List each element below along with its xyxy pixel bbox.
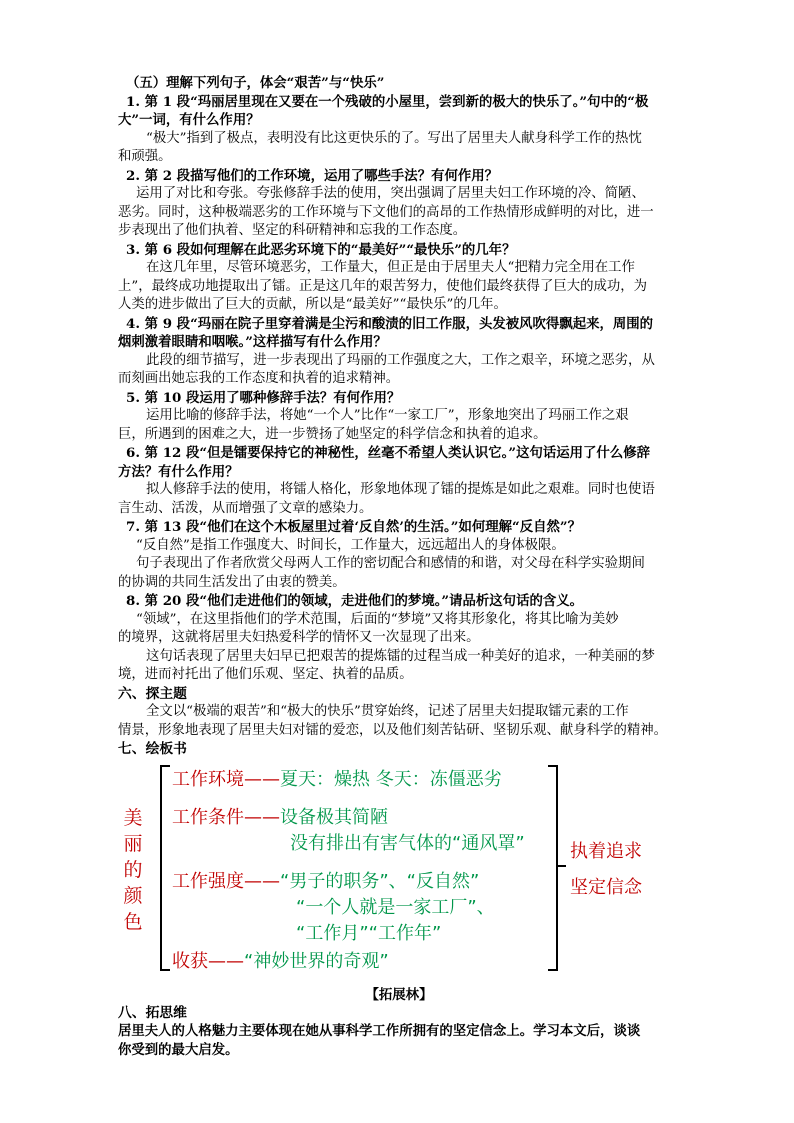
question-item-4 — [118, 315, 680, 389]
board-title-char: 颜 — [123, 884, 143, 907]
answer-text: 这句话表现了居里夫妇早已把艰苦的提炼镭的过程当成一种美好的追求，一种美丽的梦 — [146, 648, 655, 664]
question-text: 2. 第 2 段描写他们的工作环境，运用了哪些手法？有何作用？ — [126, 167, 499, 184]
harvest-label: 收获—— — [172, 950, 244, 972]
blackboard-summary — [118, 761, 680, 985]
question-text: 6. 第 12 段“但是镭要保持它的神秘性，丝毫不希望人类认识它。”这句话运用了什么修辞 — [126, 445, 650, 461]
board-title-vertical — [120, 805, 146, 935]
harvest-value: “神妙世界的奇观” — [244, 950, 389, 972]
answer-text: 在这几年里，尽管环境恶劣，工作量大，但正是由于居里夫人“把精力完全用在工作 — [146, 260, 635, 275]
env-label: 工作环境—— — [172, 768, 280, 790]
question-text: 方法？有什么作用？ — [118, 463, 239, 480]
question-item-2 — [118, 167, 680, 241]
answer-text: 境，进而衬托出了他们乐观、坚定、执着的品质。 — [118, 667, 413, 682]
intensity-value: “一个人就是一家工厂”、 — [296, 896, 495, 918]
answer-text: 运用了对比和夸张。夸张修辞手法的使用，突出强调了居里夫妇工作环境的冷、简陋、 — [136, 186, 645, 201]
question-text: 大”一词，有什么作用？ — [118, 112, 260, 128]
question-item-1 — [118, 93, 680, 167]
intensity-row — [172, 869, 479, 895]
answer-text: 拟人修辞手法的使用，将镭人格化，形象地体现了镭的提炼是如此之艰难。同时也使语 — [146, 482, 655, 497]
thinking-text: 你受到的最大启发。 — [118, 1041, 239, 1058]
board-title-char: 美 — [123, 806, 143, 829]
cond-value: 设备极其简陋 — [280, 806, 388, 828]
answer-text: 的协调的共同生活发出了由衷的赞美。 — [118, 574, 346, 590]
answer-text: “反自然”是指工作强度大、时间长，工作量大，远远超出人的身体极限。 — [136, 537, 565, 553]
answer-text: 的境界，这就将居里夫妇热爱科学的情怀又一次显现了出来。 — [118, 630, 480, 645]
question-item-3 — [118, 241, 680, 315]
left-bracket — [160, 765, 170, 971]
section8-heading: 八、拓思维 — [118, 1004, 187, 1021]
env-row — [172, 767, 502, 793]
cond-label: 工作条件—— — [172, 806, 280, 828]
question-item-7 — [118, 518, 680, 592]
question-item-8 — [118, 592, 680, 685]
intensity-value: “工作月”“工作年” — [296, 922, 442, 944]
answer-text: “极大”指到了极点，表明没有比这更快乐的了。写出了居里夫人献身科学工作的热忱 — [146, 130, 642, 146]
answer-text: 人类的进步做出了巨大的贡献，所以是“最美好”“最快乐”的几年。 — [118, 297, 507, 312]
question-text: 烟刺激着眼睛和咽喉。”这样描写有什么作用？ — [118, 334, 387, 350]
answer-text: 和顽强。 — [118, 149, 172, 164]
question-text: 1. 第 1 段“玛丽居里现在又要在一个残破的小屋里，尝到新的极大的快乐了。”句中的“极 — [126, 93, 649, 110]
intensity-value: “男子的职务”、“反自然” — [280, 870, 480, 892]
question-item-6 — [118, 444, 680, 518]
thinking-text: 居里夫人的人格魅力主要体现在她从事科学工作所拥有的坚定信念上。学习本文后，谈谈 — [118, 1023, 641, 1039]
section6-heading: 六、探主题 — [118, 685, 187, 702]
right-text-pursuit: 执着追求 — [570, 840, 642, 862]
answer-text: 而刻画出她忘我的工作态度和执着的追求精神。 — [118, 371, 400, 386]
answer-text: 句子表现出了作者欣赏父母两人工作的密切配合和感情的和谐，对父母在科学实验期间 — [136, 556, 645, 571]
board-title-char: 丽 — [123, 832, 143, 855]
question-text: 3. 第 6 段如何理解在此恶劣环境下的“最美好”“最快乐”的几年？ — [126, 241, 516, 258]
answer-text: 步表现出了他们执着、坚定的科研精神和忘我的工作态度。 — [118, 223, 467, 238]
section5-heading: （五）理解下列句子，体会“艰苦”与“快乐” — [126, 75, 385, 91]
question-text: 7. 第 13 段“他们在这个木板屋里过着‘反自然’的生活。”如何理解“反自然”？ — [126, 519, 581, 535]
cond-value: 没有排出有害气体的“通风罩” — [290, 832, 525, 854]
bracket-pointer — [558, 865, 566, 867]
answer-text: “领域”，在这里指他们的学术范围，后面的“梦境”又将其形象化，将其比喻为美妙 — [136, 611, 619, 627]
theme-text: 全文以“极端的艰苦”和“极大的快乐”贯穿始终，记述了居里夫妇提取镭元素的工作 — [146, 704, 629, 719]
right-text-belief: 坚定信念 — [570, 876, 642, 898]
board-title-char: 色 — [123, 910, 143, 933]
section7-heading: 七、绘板书 — [118, 741, 187, 757]
cond-row — [172, 805, 388, 831]
answer-text: 运用比喻的修辞手法，将她“一个人”比作“一家工厂”，形象地突出了玛丽工作之艰 — [146, 408, 629, 423]
right-bracket — [548, 765, 558, 971]
question-text: 5. 第 10 段运用了哪种修辞手法？有何作用？ — [126, 389, 401, 406]
board-title-char: 的 — [123, 858, 143, 881]
answer-text: 言生动、活泼，从而增强了文章的感染力。 — [118, 500, 373, 516]
question-item-5 — [118, 389, 680, 445]
intensity-label: 工作强度—— — [172, 870, 280, 892]
answer-text: 上”，最终成功地提取出了镭。正是这几年的艰苦努力，使他们最终获得了巨大的成功，为 — [118, 278, 648, 294]
env-value: 夏天：燥热 冬天：冻僵恶劣 — [280, 768, 502, 790]
question-text: 8. 第 20 段“他们走进他们的领域，走进他们的梦境。”请品析这句话的含义。 — [126, 593, 584, 609]
answer-text: 巨，所遇到的困难之大，进一步赞扬了她坚定的科学信念和执着的追求。 — [118, 426, 547, 442]
document-page — [118, 74, 680, 1059]
harvest-row — [172, 949, 389, 975]
theme-text: 情景，形象地表现了居里夫妇对镭的爱恋，以及他们刻苦钻研、坚韧乐观、献身科学的精神。 — [118, 722, 668, 738]
question-text: 4. 第 9 段“玛丽在院子里穿着满是尘污和酸渍的旧工作服，头发被风吹得飘起来，周围的 — [126, 315, 654, 332]
answer-text: 恶劣。同时，这种极端恶劣的工作环境与下文他们的高昂的工作热情形成鲜明的对比，进一 — [118, 204, 654, 220]
answer-text: 此段的细节描写，进一步表现出了玛丽的工作强度之大，工作之艰辛，环境之恶劣，从 — [146, 352, 655, 368]
extension-title: 【拓展林】 — [365, 986, 433, 1003]
